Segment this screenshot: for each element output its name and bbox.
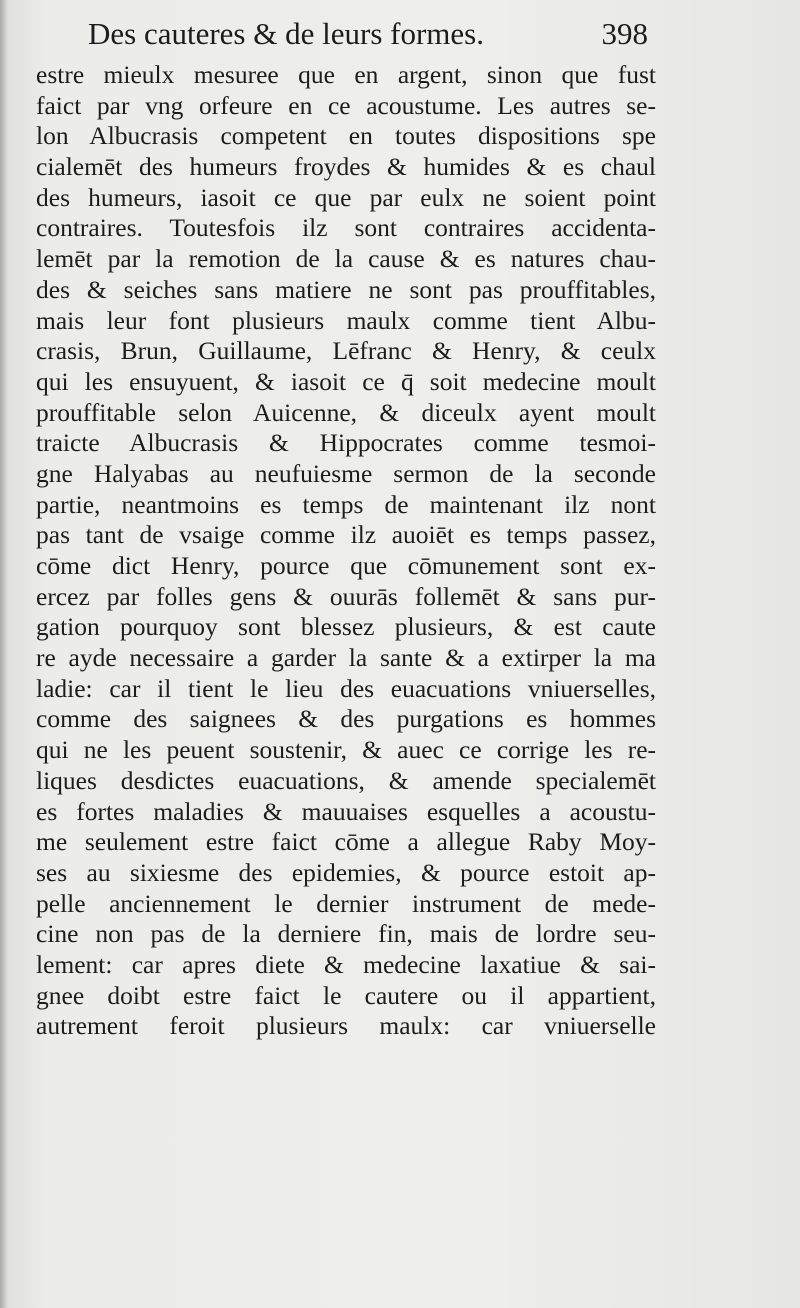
page-number: 398	[601, 16, 648, 51]
text-line: contraires. Toutesfois ilz sont contraires accidenta-	[36, 213, 656, 243]
text-line: lon Albucrasis competent en toutes dispositions spe	[36, 121, 656, 151]
text-line: liques desdictes euacuations, & amende specialemēt	[36, 765, 656, 795]
text-line: ercez par folles gens & ouurās follemēt & sans pur-	[36, 581, 656, 611]
running-head	[88, 14, 648, 54]
text-line: qui ne les peuent soustenir, & auec ce corrige les re-	[36, 735, 656, 765]
text-line: ladie: car il tient le lieu des euacuations vniuerselles,	[36, 673, 656, 703]
text-line: gnee doibt estre faict le cautere ou il appartient,	[36, 980, 656, 1010]
text-line: lement: car apres diete & medecine laxatiue & sai-	[36, 949, 656, 979]
text-line: re ayde necessaire a garder la sante & a extirper la ma	[36, 643, 656, 673]
text-line: des humeurs, iasoit ce que par eulx ne soient point	[36, 182, 656, 212]
text-line: gne Halyabas au neufuiesme sermon de la seconde	[36, 458, 656, 488]
text-line: des & seiches sans matiere ne sont pas prouffitables,	[36, 274, 656, 304]
text-line: lemēt par la remotion de la cause & es natures chau-	[36, 244, 656, 274]
text-line: estre mieulx mesuree que en argent, sinon que fust	[36, 60, 656, 89]
text-line: autrement feroit plusieurs maulx: car vniuerselle	[36, 1011, 656, 1041]
text-line: cōme dict Henry, pource que cōmunement sont ex-	[36, 551, 656, 580]
text-line: traicte Albucrasis & Hippocrates comme tesmoi-	[36, 428, 656, 458]
text-line: me seulement estre faict cōme a allegue Raby Moy-	[36, 827, 656, 857]
body-text	[36, 60, 656, 1042]
text-line: qui les ensuyuent, & iasoit ce q̄ soit medecine moult	[36, 366, 656, 396]
gutter-shadow	[0, 0, 8, 1308]
text-line: cialemēt des humeurs froydes & humides & es chaul	[36, 152, 656, 182]
text-line: partie, neantmoins es temps de maintenant ilz nont	[36, 489, 656, 519]
text-line: es fortes maladies & mauuaises esquelles a acoustu-	[36, 796, 656, 826]
text-line: faict par vng orfeure en ce acoustume. Les autres se-	[36, 90, 656, 120]
running-title: Des cauteres & de leurs formes.	[88, 16, 484, 51]
text-line: pas tant de vsaige comme ilz auoiēt es temps passez,	[36, 520, 656, 550]
text-line: crasis, Brun, Guillaume, Lēfranc & Henry, & ceulx	[36, 336, 656, 366]
text-line: cine non pas de la derniere fin, mais de lordre seu-	[36, 919, 656, 949]
text-line: gation pourquoy sont blessez plusieurs, & est caute	[36, 612, 656, 642]
text-line: pelle anciennement le dernier instrument de mede-	[36, 888, 656, 918]
text-line: prouffitable selon Auicenne, & diceulx ayent moult	[36, 397, 656, 427]
text-line: mais leur font plusieurs maulx comme tient Albu-	[36, 305, 656, 335]
text-line: ses au sixiesme des epidemies, & pource estoit ap-	[36, 857, 656, 887]
text-line: comme des saignees & des purgations es hommes	[36, 704, 656, 734]
